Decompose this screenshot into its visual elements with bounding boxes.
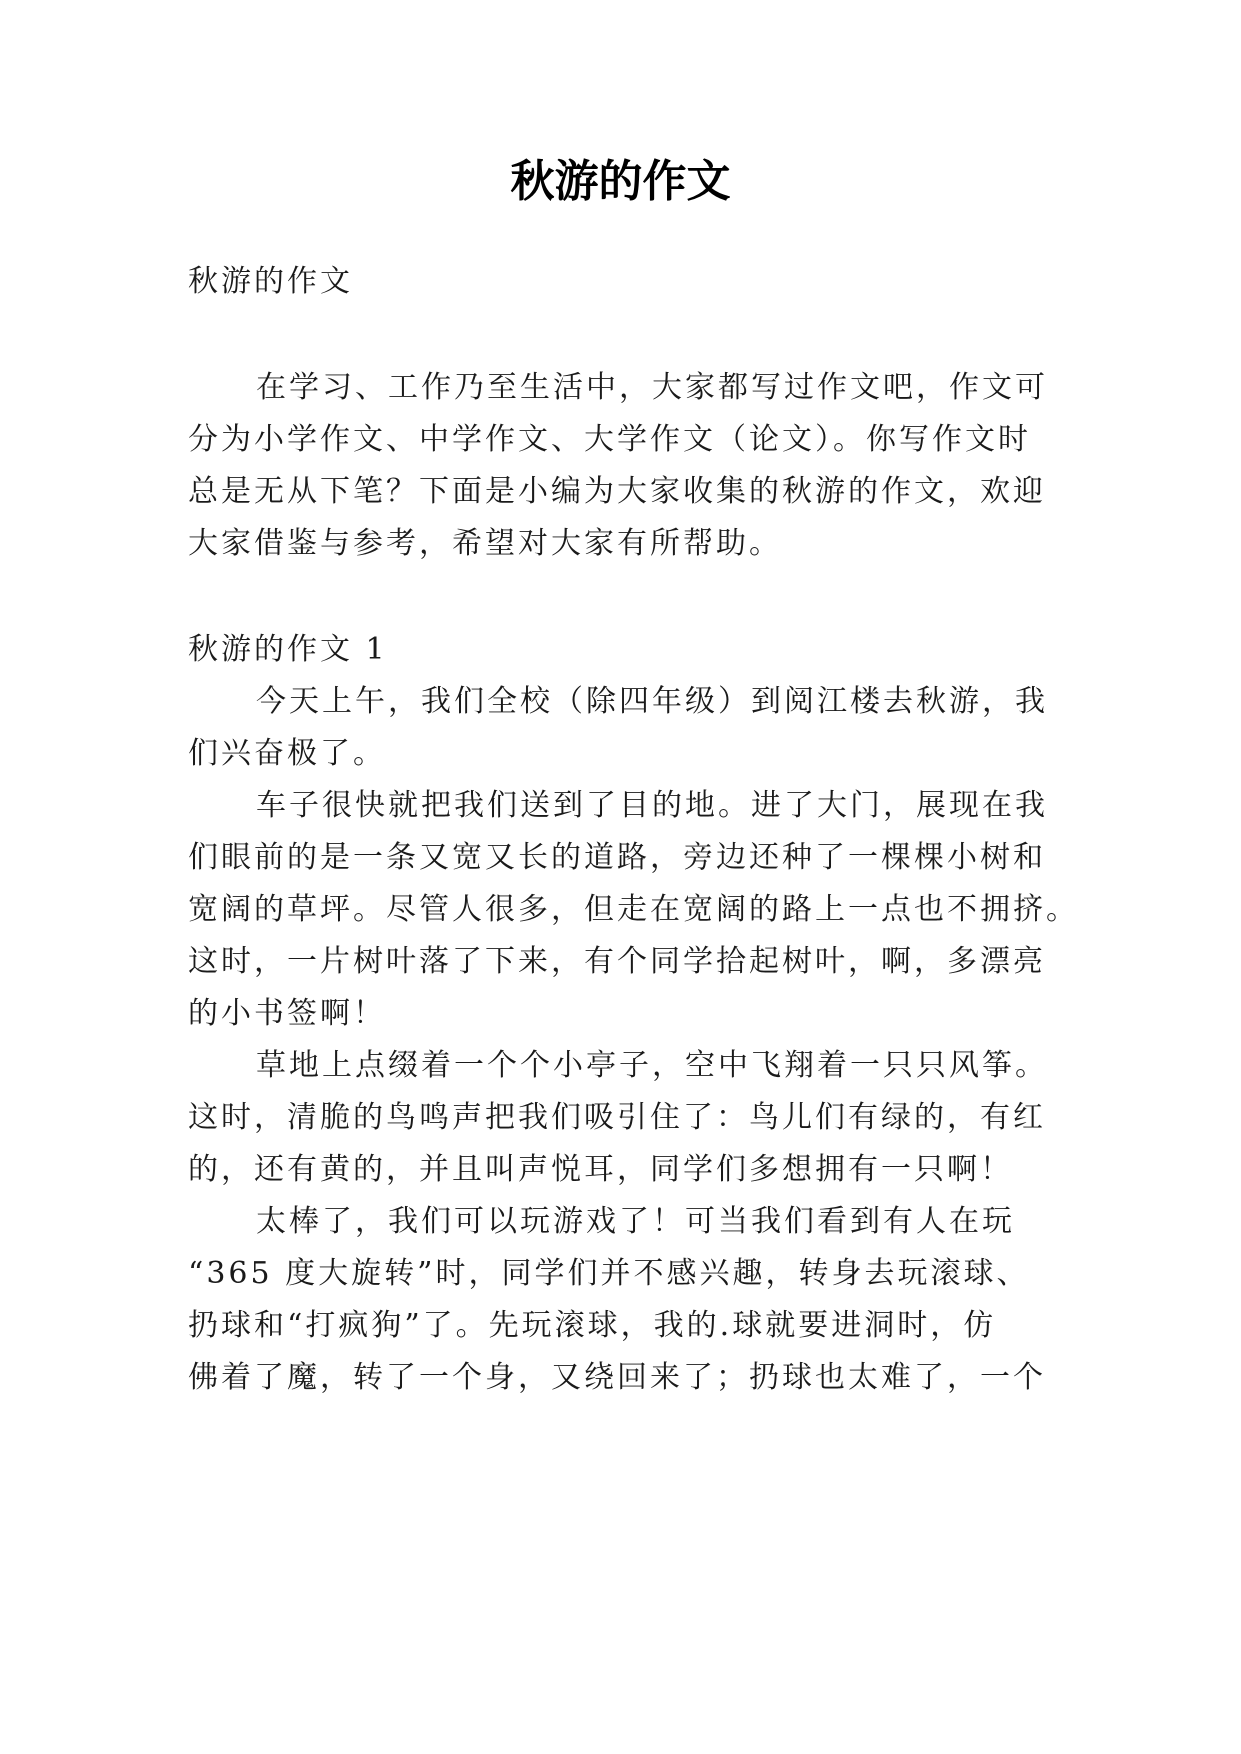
intro-line: 总是无从下笔？下面是小编为大家收集的秋游的作文，欢迎 <box>188 474 1046 509</box>
body-line: 今天上午，我们全校（除四年级）到阅江楼去秋游，我 <box>256 684 1048 719</box>
body-line: 的小书签啊！ <box>188 996 386 1031</box>
body-line: 们眼前的是一条又宽又长的道路，旁边还种了一棵棵小树和 <box>188 840 1046 875</box>
body-line: 车子很快就把我们送到了目的地。进了大门，展现在我 <box>256 788 1048 823</box>
intro-line: 分为小学作文、中学作文、大学作文（论文）。你写作文时 <box>188 422 1031 457</box>
body-line: 这时，一片树叶落了下来，有个同学拾起树叶，啊，多漂亮 <box>188 944 1046 979</box>
body-line: 佛着了魔，转了一个身，又绕回来了；扔球也太难了，一个 <box>188 1360 1046 1395</box>
body-line: 这时，清脆的鸟鸣声把我们吸引住了：鸟儿们有绿的，有红 <box>188 1100 1046 1135</box>
subtitle: 秋游的作文 <box>188 264 353 299</box>
intro-line: 在学习、工作乃至生活中，大家都写过作文吧，作文可 <box>256 370 1048 405</box>
intro-line: 大家借鉴与参考，希望对大家有所帮助。 <box>188 526 782 561</box>
body-line: 们兴奋极了。 <box>188 736 386 771</box>
body-line: 太棒了，我们可以玩游戏了！可当我们看到有人在玩 <box>256 1204 1015 1239</box>
body-line: 的，还有黄的，并且叫声悦耳，同学们多想拥有一只啊！ <box>188 1152 1013 1187</box>
section-heading: 秋游的作文 1 <box>188 632 388 667</box>
body-line: 草地上点缀着一个个小亭子，空中飞翔着一只只风筝。 <box>256 1048 1048 1083</box>
body-line: 扔球和“打疯狗”了。先玩滚球，我的.球就要进洞时，仿 <box>188 1308 997 1343</box>
body-line: “365 度大旋转”时，同学们并不感兴趣，转身去玩滚球、 <box>188 1256 1030 1291</box>
body-line: 宽阔的草坪。尽管人很多，但走在宽阔的路上一点也不拥挤。 <box>188 892 1079 927</box>
document-title: 秋游的作文 <box>510 156 731 207</box>
